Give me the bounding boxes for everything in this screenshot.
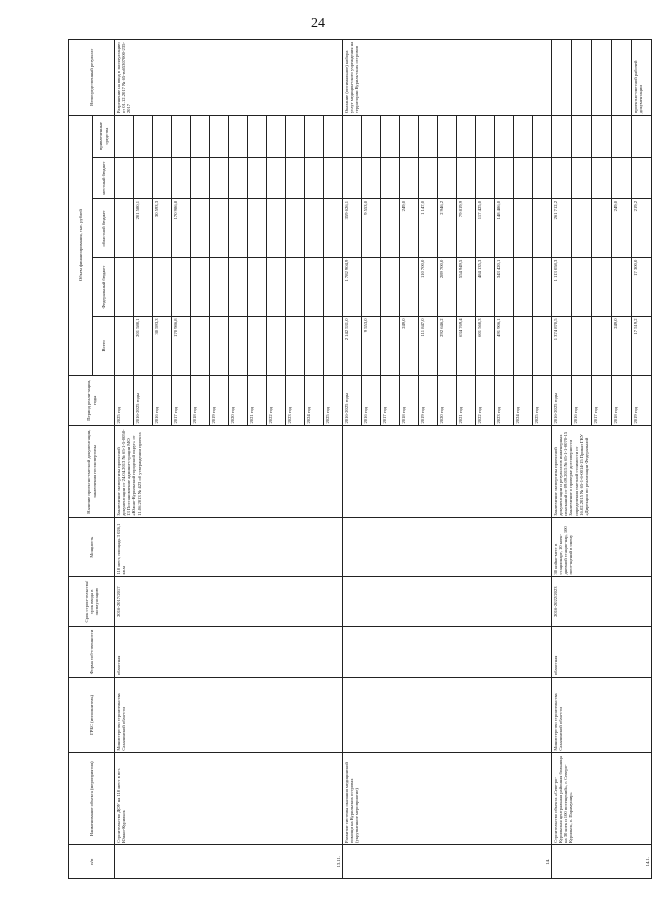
period-cell: 2023 год (495, 375, 514, 425)
amount-fed-cell: 554 949,5 (457, 258, 476, 317)
amount-loc-cell (552, 157, 572, 199)
table-row (343, 40, 362, 879)
period-cell: 2017 год (592, 375, 612, 425)
amount-fed-cell (248, 258, 267, 317)
power-cell: 110 мест, площадь 3 026,1 кв.м (115, 518, 343, 577)
amount-reg-cell (324, 199, 343, 258)
amount-oth-cell (267, 115, 286, 157)
header-grbs: ГРБС (исполнитель) (69, 677, 115, 753)
amount-fed-cell (134, 258, 153, 317)
amount-total-cell: 9 553,0 (362, 316, 381, 375)
term-cell: 2016-2017/2017 (115, 577, 343, 627)
amount-loc-cell (210, 157, 229, 199)
amount-total-cell: 170 986,8 (172, 316, 191, 375)
period-cell: 2025 год (115, 375, 134, 425)
docs-cell (343, 425, 552, 517)
result-cell: проектно-сметной рабочей документации (632, 40, 652, 116)
amount-total-cell (305, 316, 324, 375)
amount-fed-cell (267, 258, 286, 317)
period-cell: 2022 год (476, 375, 495, 425)
amount-total-cell: 30 593,3 (153, 316, 172, 375)
header-volume: Объем финансирования, тыс. рублей (69, 115, 93, 375)
form-cell: областная (552, 627, 652, 677)
amount-oth-cell (572, 115, 592, 157)
term-cell (343, 577, 552, 627)
table-row (115, 40, 134, 879)
period-cell: 2017 год (172, 375, 191, 425)
period-cell: 2020 год (438, 375, 457, 425)
amount-total-cell (267, 316, 286, 375)
amount-fed-cell (381, 258, 400, 317)
object-name: Строительство ДОУ на 110 мест в пгт. Южно-Курильск (115, 753, 343, 845)
amount-oth-cell (592, 115, 612, 157)
period-cell: 2016-2025 годы (552, 375, 572, 425)
amount-reg-cell: 117 425,0 (476, 199, 495, 258)
amount-fed-cell: 1 782 904,9 (343, 258, 362, 317)
amount-loc-cell (592, 157, 612, 199)
amount-total-cell (191, 316, 210, 375)
amount-fed-cell (115, 258, 134, 317)
amount-loc-cell (476, 157, 495, 199)
object-name: Строительство объекта «Севе-ро-Курильская центральная районная больница на 30 коек и 100 посещений», г. Северо-Курильск, о. Парамушир» (552, 753, 652, 845)
amount-total-cell (286, 316, 305, 375)
amount-oth-cell (514, 115, 533, 157)
amount-fed-cell (514, 258, 533, 317)
amount-fed-cell (324, 258, 343, 317)
amount-oth-cell (229, 115, 248, 157)
amount-total-cell (248, 316, 267, 375)
term-cell: 2016-2022/2023 (552, 577, 652, 627)
amount-loc-cell (612, 157, 632, 199)
docs-cell: Заключение экспертизы проектной документации и результатов инженерных изысканий от 09.09.2015 № 65-1-1-0070-15 Заключение о проверке достоверности определения сметной стоимости от 16.02.2015 № 65-1-6-0014-15 Приказ ГКУ «Дирекция по реализации Федеральной (552, 425, 652, 517)
amount-oth-cell (248, 115, 267, 157)
amount-reg-cell: 249,0 (612, 199, 632, 258)
form-cell (343, 627, 552, 677)
period-cell: 2018 год (400, 375, 419, 425)
header-name: Наименование объекта (мероприятия) (69, 753, 115, 845)
amount-oth-cell (419, 115, 438, 157)
amount-total-cell (229, 316, 248, 375)
period-cell: 2016 год (362, 375, 381, 425)
amount-reg-cell (381, 199, 400, 258)
period-cell: 2021 год (457, 375, 476, 425)
period-cell: 2025 год (533, 375, 552, 425)
amount-total-cell: 201 580,1 (134, 316, 153, 375)
amount-loc-cell (419, 157, 438, 199)
amount-fed-cell (362, 258, 381, 317)
docs-cell: Заключение экспертизы проектной документации от 24.04.2013 № 65-1-5-0058-13 Постановление админи-страции МО «Южно-Курильский городской округ» от 11.06.2013 № 423 об утверждении проекта (115, 425, 343, 517)
amount-loc-cell (248, 157, 267, 199)
period-cell: 2024 год (514, 375, 533, 425)
period-cell: 2019 год (632, 375, 652, 425)
period-cell: 2020 год (229, 375, 248, 425)
period-cell: 2016 год (572, 375, 592, 425)
power-cell (343, 518, 552, 577)
amount-reg-cell: 30 593,3 (153, 199, 172, 258)
amount-loc-cell (400, 157, 419, 199)
row-number: 14.1. (552, 845, 652, 879)
amount-loc-cell (362, 157, 381, 199)
header-period: Период реали-зации, годы (69, 375, 115, 425)
amount-oth-cell (286, 115, 305, 157)
header-reg: областной бюджет (93, 199, 115, 258)
row-number: 13.11. (115, 845, 343, 879)
amount-reg-cell (592, 199, 612, 258)
period-cell: 2018 год (612, 375, 632, 425)
amount-reg-cell: 9 553,0 (362, 199, 381, 258)
amount-oth-cell (324, 115, 343, 157)
amount-fed-cell: 289 700,0 (438, 258, 457, 317)
amount-reg-cell: 359 626,1 (343, 199, 362, 258)
amount-oth-cell (457, 115, 476, 157)
period-cell: 2021 год (248, 375, 267, 425)
amount-oth-cell (381, 115, 400, 157)
result-cell (572, 40, 592, 116)
object-name: Развитие системы оказания медицинской помощи на Курильских островах (укрупненное мероприятие) (343, 753, 552, 845)
amount-loc-cell (267, 157, 286, 199)
amount-oth-cell (552, 115, 572, 157)
amount-reg-cell (286, 199, 305, 258)
amount-fed-cell (153, 258, 172, 317)
amount-oth-cell (400, 115, 419, 157)
amount-reg-cell (514, 199, 533, 258)
amount-total-cell (514, 316, 533, 375)
amount-oth-cell (632, 115, 652, 157)
amount-loc-cell (115, 157, 134, 199)
amount-total-cell (210, 316, 229, 375)
amount-fed-cell: 343 420,1 (495, 258, 514, 317)
amount-reg-cell (572, 199, 592, 258)
amount-fed-cell (172, 258, 191, 317)
grbs-cell (343, 677, 552, 753)
amount-fed-cell (612, 258, 632, 317)
amount-reg-cell: 249,0 (400, 199, 419, 258)
period-cell: 2023 год (286, 375, 305, 425)
period-cell: 2016-2025 годы (134, 375, 153, 425)
amount-oth-cell (305, 115, 324, 157)
amount-reg-cell (248, 199, 267, 258)
amount-total-cell (533, 316, 552, 375)
amount-fed-cell: 484 135,3 (476, 258, 495, 317)
amount-loc-cell (632, 157, 652, 199)
amount-fed-cell (533, 258, 552, 317)
amount-loc-cell (324, 157, 343, 199)
header-oth: привлеченные средства (93, 115, 115, 157)
amount-oth-cell (153, 115, 172, 157)
amount-fed-cell (400, 258, 419, 317)
period-cell: 2016 год (153, 375, 172, 425)
header-term: Срок строи-тельства/ срок ввода в эксплуатацию (69, 577, 115, 627)
amount-reg-cell: 261 712,2 (552, 199, 572, 258)
amount-fed-cell (286, 258, 305, 317)
period-cell: 2018 год (191, 375, 210, 425)
amount-oth-cell (191, 115, 210, 157)
page-number: 24 (311, 16, 325, 31)
amount-fed-cell: 110 700,0 (419, 258, 438, 317)
rotated-table-wrapper (68, 39, 651, 879)
amount-reg-cell: 2 946,2 (438, 199, 457, 258)
amount-oth-cell (476, 115, 495, 157)
amount-total-cell (592, 316, 612, 375)
amount-reg-cell: 148 486,0 (495, 199, 514, 258)
amount-loc-cell (286, 157, 305, 199)
period-cell: 2016-2025 годы (343, 375, 362, 425)
amount-oth-cell (210, 115, 229, 157)
period-cell: 2024 год (305, 375, 324, 425)
amount-reg-cell (305, 199, 324, 258)
amount-reg-cell (115, 199, 134, 258)
amount-reg-cell: 219,2 (632, 199, 652, 258)
amount-fed-cell (210, 258, 229, 317)
amount-loc-cell (572, 157, 592, 199)
amount-oth-cell (362, 115, 381, 157)
amount-total-cell (324, 316, 343, 375)
amount-loc-cell (495, 157, 514, 199)
header-num: п/п (69, 845, 115, 879)
amount-fed-cell (191, 258, 210, 317)
amount-oth-cell (612, 115, 632, 157)
amount-fed-cell (229, 258, 248, 317)
amount-loc-cell (229, 157, 248, 199)
amount-total-cell (572, 316, 592, 375)
amount-fed-cell (592, 258, 612, 317)
amount-loc-cell (191, 157, 210, 199)
amount-fed-cell: 1 113 058,3 (552, 258, 572, 317)
amount-loc-cell (134, 157, 153, 199)
grbs-cell: Министерство строительства Сахалинской обла-сти (115, 677, 343, 753)
amount-total-cell: 17 519,2 (632, 316, 652, 375)
period-cell: 2019 год (210, 375, 229, 425)
result-cell (612, 40, 632, 116)
table-row (552, 40, 572, 879)
amount-oth-cell (495, 115, 514, 157)
amount-reg-cell: 170 986,8 (172, 199, 191, 258)
amount-total-cell: 1 374 870,5 (552, 316, 572, 375)
amount-total-cell: 111 847,0 (419, 316, 438, 375)
amount-reg-cell (229, 199, 248, 258)
header-power: Мощность (69, 518, 115, 577)
amount-loc-cell (533, 157, 552, 199)
amount-reg-cell (210, 199, 229, 258)
period-cell: 2019 год (419, 375, 438, 425)
amount-total-cell: 491 906,1 (495, 316, 514, 375)
row-number: 14. (343, 845, 552, 879)
amount-total-cell: 249,0 (400, 316, 419, 375)
amount-total-cell: 292 646,2 (438, 316, 457, 375)
amount-loc-cell (172, 157, 191, 199)
amount-total-cell: 601 560,3 (476, 316, 495, 375)
header-docs: Наличие проектно-сметной документации, заключения госэкспертизы (69, 425, 115, 517)
amount-oth-cell (533, 115, 552, 157)
result-cell (552, 40, 572, 116)
amount-reg-cell: 79 819,9 (457, 199, 476, 258)
program-table (68, 39, 652, 879)
amount-oth-cell (115, 115, 134, 157)
amount-oth-cell (134, 115, 153, 157)
amount-oth-cell (343, 115, 362, 157)
header-loc: местный бюджет (93, 157, 115, 199)
amount-total-cell: 2 142 531,0 (343, 316, 362, 375)
amount-total-cell (115, 316, 134, 375)
result-cell: Оказание (оптимальное) набора услуг медицин-ского учреждения на территории Куриль-ских островов (343, 40, 552, 116)
header-fed: Федеральный бюджет (93, 258, 115, 317)
amount-loc-cell (438, 157, 457, 199)
amount-reg-cell (533, 199, 552, 258)
amount-total-cell: 634 769,4 (457, 316, 476, 375)
header-result: Непосредственный результат (69, 40, 115, 116)
header-total: Всего (93, 316, 115, 375)
amount-reg-cell (191, 199, 210, 258)
amount-loc-cell (514, 157, 533, 199)
amount-reg-cell (267, 199, 286, 258)
amount-loc-cell (153, 157, 172, 199)
result-cell: Разрешение на ввод в эксплуатацию от 01.12.2017 № 65-ru65307000-235-2017 (115, 40, 343, 116)
amount-loc-cell (343, 157, 362, 199)
header-form: Форма соб-ственности (69, 627, 115, 677)
period-cell: 2017 год (381, 375, 400, 425)
result-cell (592, 40, 612, 116)
grbs-cell: Министерство строительства Сахалинской обла-сти (552, 677, 652, 753)
period-cell: 2022 год (267, 375, 286, 425)
amount-fed-cell (572, 258, 592, 317)
amount-fed-cell: 17 300,0 (632, 258, 652, 317)
amount-total-cell: 249,0 (612, 316, 632, 375)
amount-total-cell (381, 316, 400, 375)
amount-oth-cell (172, 115, 191, 157)
table-body (115, 40, 652, 879)
power-cell: 30 койко-мест в стационаре, 10 коек-дневной стацио-нар, 100 посе-щений в смену (552, 518, 652, 577)
amount-loc-cell (305, 157, 324, 199)
amount-oth-cell (438, 115, 457, 157)
amount-reg-cell: 1 147,0 (419, 199, 438, 258)
amount-reg-cell: 201 580,1 (134, 199, 153, 258)
amount-fed-cell (305, 258, 324, 317)
form-cell: областная (115, 627, 343, 677)
period-cell: 2025 год (324, 375, 343, 425)
amount-loc-cell (457, 157, 476, 199)
amount-loc-cell (381, 157, 400, 199)
